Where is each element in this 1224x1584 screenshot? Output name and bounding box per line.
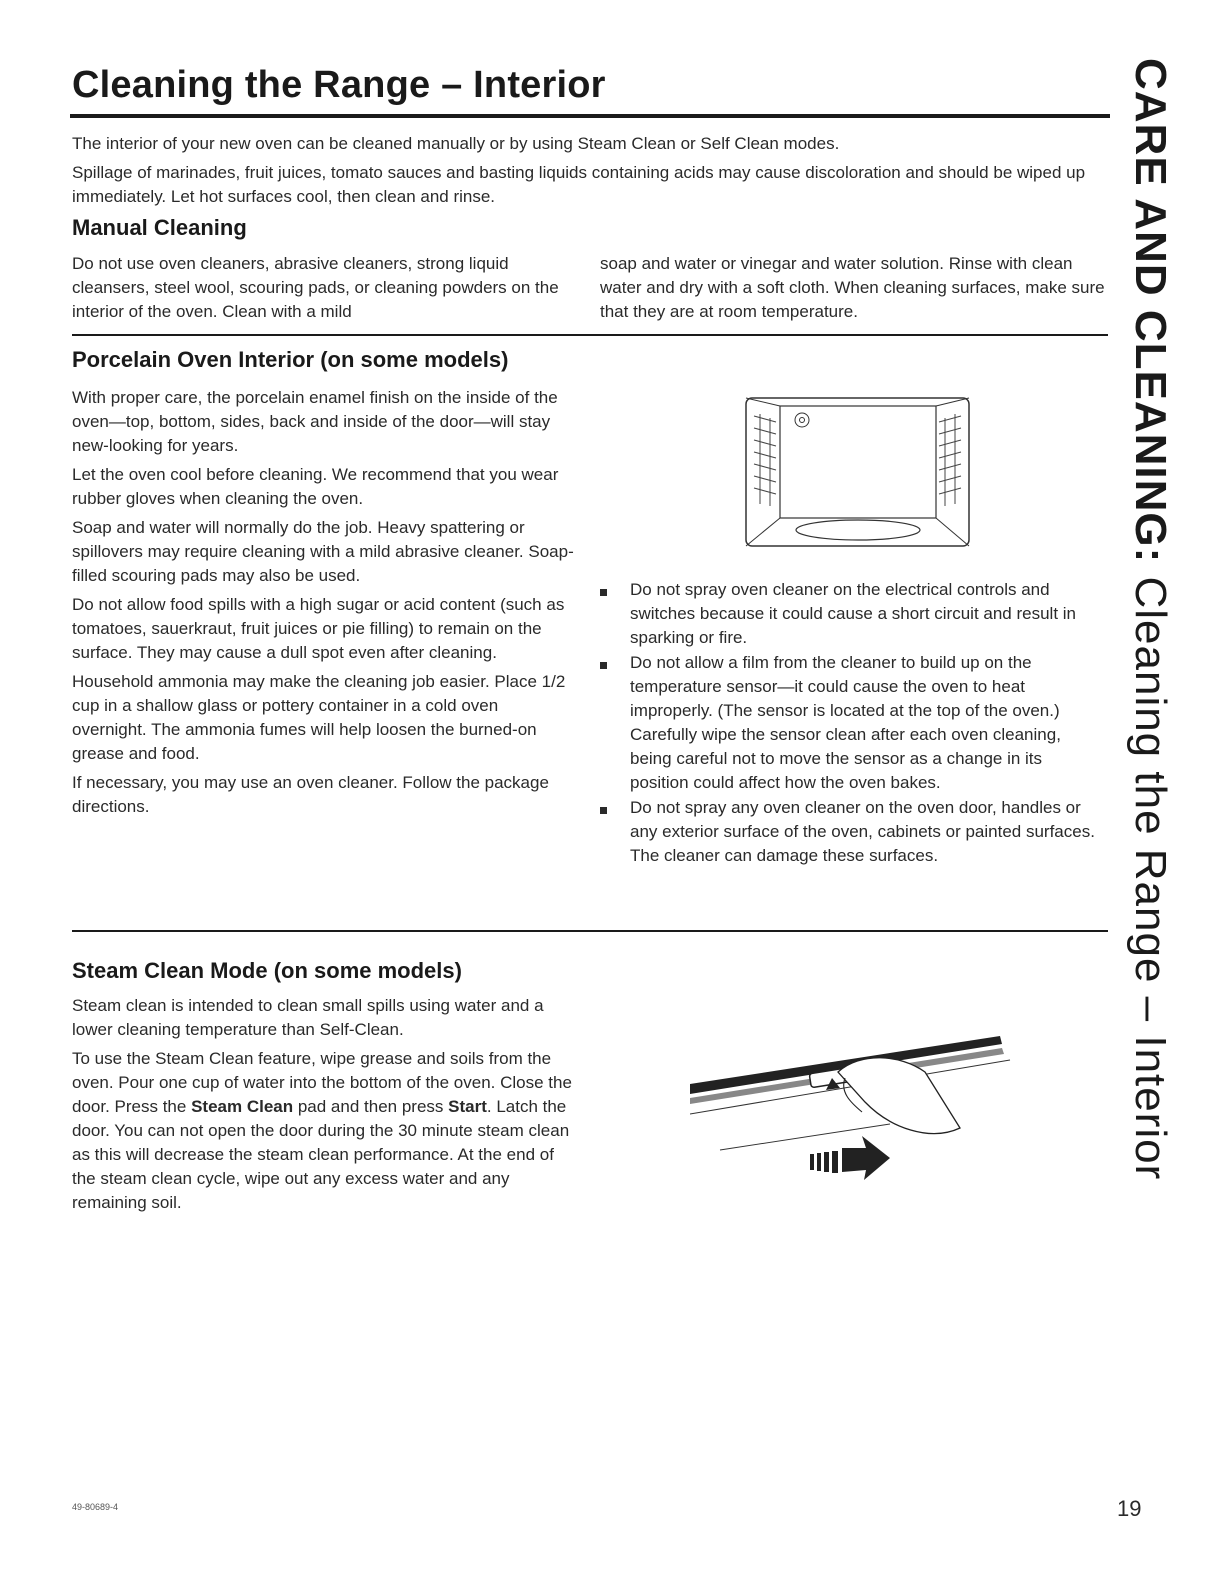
warning-text: Do not allow a film from the cleaner to build up on the temperature sensor—it could cause the oven to heat improperly. (The sensor is located at the top of the oven.) Carefully wipe the sensor clean after each oven cleaning, being careful not to move the sensor as a change in its position could affect how the oven bakes. — [630, 653, 1061, 792]
steam-paragraph: To use the Steam Clean feature, wipe grease and soils from the oven. Pour one cup of water into the bottom of the oven. Close the door. Press the Steam Clean pad and then press Start. Latch the door. You can not open the door during the 30 minute steam clean as this will decrease the steam clean performance. At the end of the steam clean cycle, wipe out any excess water and any remaining soil. — [72, 1049, 572, 1212]
steam-clean-heading: Steam Clean Mode (on some models) — [72, 958, 462, 983]
page-number: 19 — [1117, 1496, 1142, 1521]
cleaner-warnings — [594, 578, 1100, 869]
bullet-square-icon — [600, 589, 607, 596]
title-divider — [70, 114, 1110, 118]
intro — [72, 132, 1112, 214]
porcelain-paragraph: With proper care, the porcelain enamel finish on the inside of the oven—top, bottom, sides, back and inside of the door—will stay new-looking for years. — [72, 388, 558, 455]
porcelain-paragraph: Let the oven cool before cleaning. We recommend that you wear rubber gloves when cleaning the oven. — [72, 465, 559, 508]
intro-paragraph: The interior of your new oven can be cleaned manually or by using Steam Clean or Self Clean modes. — [72, 134, 840, 153]
porcelain-paragraph: Household ammonia may make the cleaning job easier. Place 1/2 cup in a shallow glass or pottery container in a cold oven overnight. The ammonia fumes will help loosen the burned-on grease and food. — [72, 672, 566, 763]
start-pad-label: Start — [448, 1097, 487, 1116]
section-divider — [72, 334, 1108, 336]
steam-clean-text — [72, 994, 580, 1220]
porcelain-paragraph: Do not allow food spills with a high sugar or acid content (such as tomatoes, sauerkraut, fruit juices or pie filling) to remain on the surface. They may cause a dull spot even after cleaning. — [72, 595, 565, 662]
manual-cleaning-col2: soap and water or vinegar and water solution. Rinse with clean water and dry with a soft cloth. When cleaning surfaces, make sure that they are at room temperature. — [600, 254, 1105, 321]
document-code: 49-80689-4 — [72, 1502, 119, 1512]
warning-text: Do not spray any oven cleaner on the oven door, handles or any exterior surface of the oven, cabinets or painted surfaces. The cleaner can damage these surfaces. — [630, 798, 1095, 865]
intro-paragraph: Spillage of marinades, fruit juices, tomato sauces and basting liquids containing acids may cause discoloration and should be wiped up immediately. Let hot surfaces cool, then clean and rinse. — [72, 163, 1086, 206]
porcelain-paragraph: Soap and water will normally do the job. Heavy spattering or spillovers may require cleaning with a mild abrasive cleaner. Soap-filled scouring pads may also be used. — [72, 518, 574, 585]
oven-interior-illustration — [740, 392, 975, 552]
steam-clean-pad-label: Steam Clean — [191, 1097, 294, 1116]
porcelain-heading: Porcelain Oven Interior (on some models) — [72, 347, 509, 372]
manual-cleaning-col1: Do not use oven cleaners, abrasive cleaners, strong liquid cleansers, steel wool, scouring pads, or cleaning powders on the interior of the oven. Clean with a mild — [72, 254, 559, 321]
page-title: Cleaning the Range – Interior — [72, 64, 606, 106]
bullet-square-icon — [600, 662, 607, 669]
list-item — [594, 796, 1100, 868]
bullet-square-icon — [600, 807, 607, 814]
list-item — [594, 651, 1100, 795]
manual-cleaning-heading: Manual Cleaning — [72, 215, 247, 240]
porcelain-paragraph: If necessary, you may use an oven cleaner. Follow the package directions. — [72, 773, 549, 816]
section-side-tab — [1115, 58, 1185, 1181]
door-latch-illustration — [690, 1032, 1030, 1192]
section-side-label: CARE AND CLEANING: Cleaning the Range – Interior — [1126, 58, 1175, 1181]
warning-text: Do not spray oven cleaner on the electrical controls and switches because it could cause a short circuit and result in sparking or fire. — [630, 580, 1077, 647]
list-item — [594, 578, 1100, 650]
porcelain-text — [72, 386, 576, 824]
steam-paragraph: Steam clean is intended to clean small spills using water and a lower cleaning temperature than Self-Clean. — [72, 996, 544, 1039]
section-divider — [72, 930, 1108, 932]
